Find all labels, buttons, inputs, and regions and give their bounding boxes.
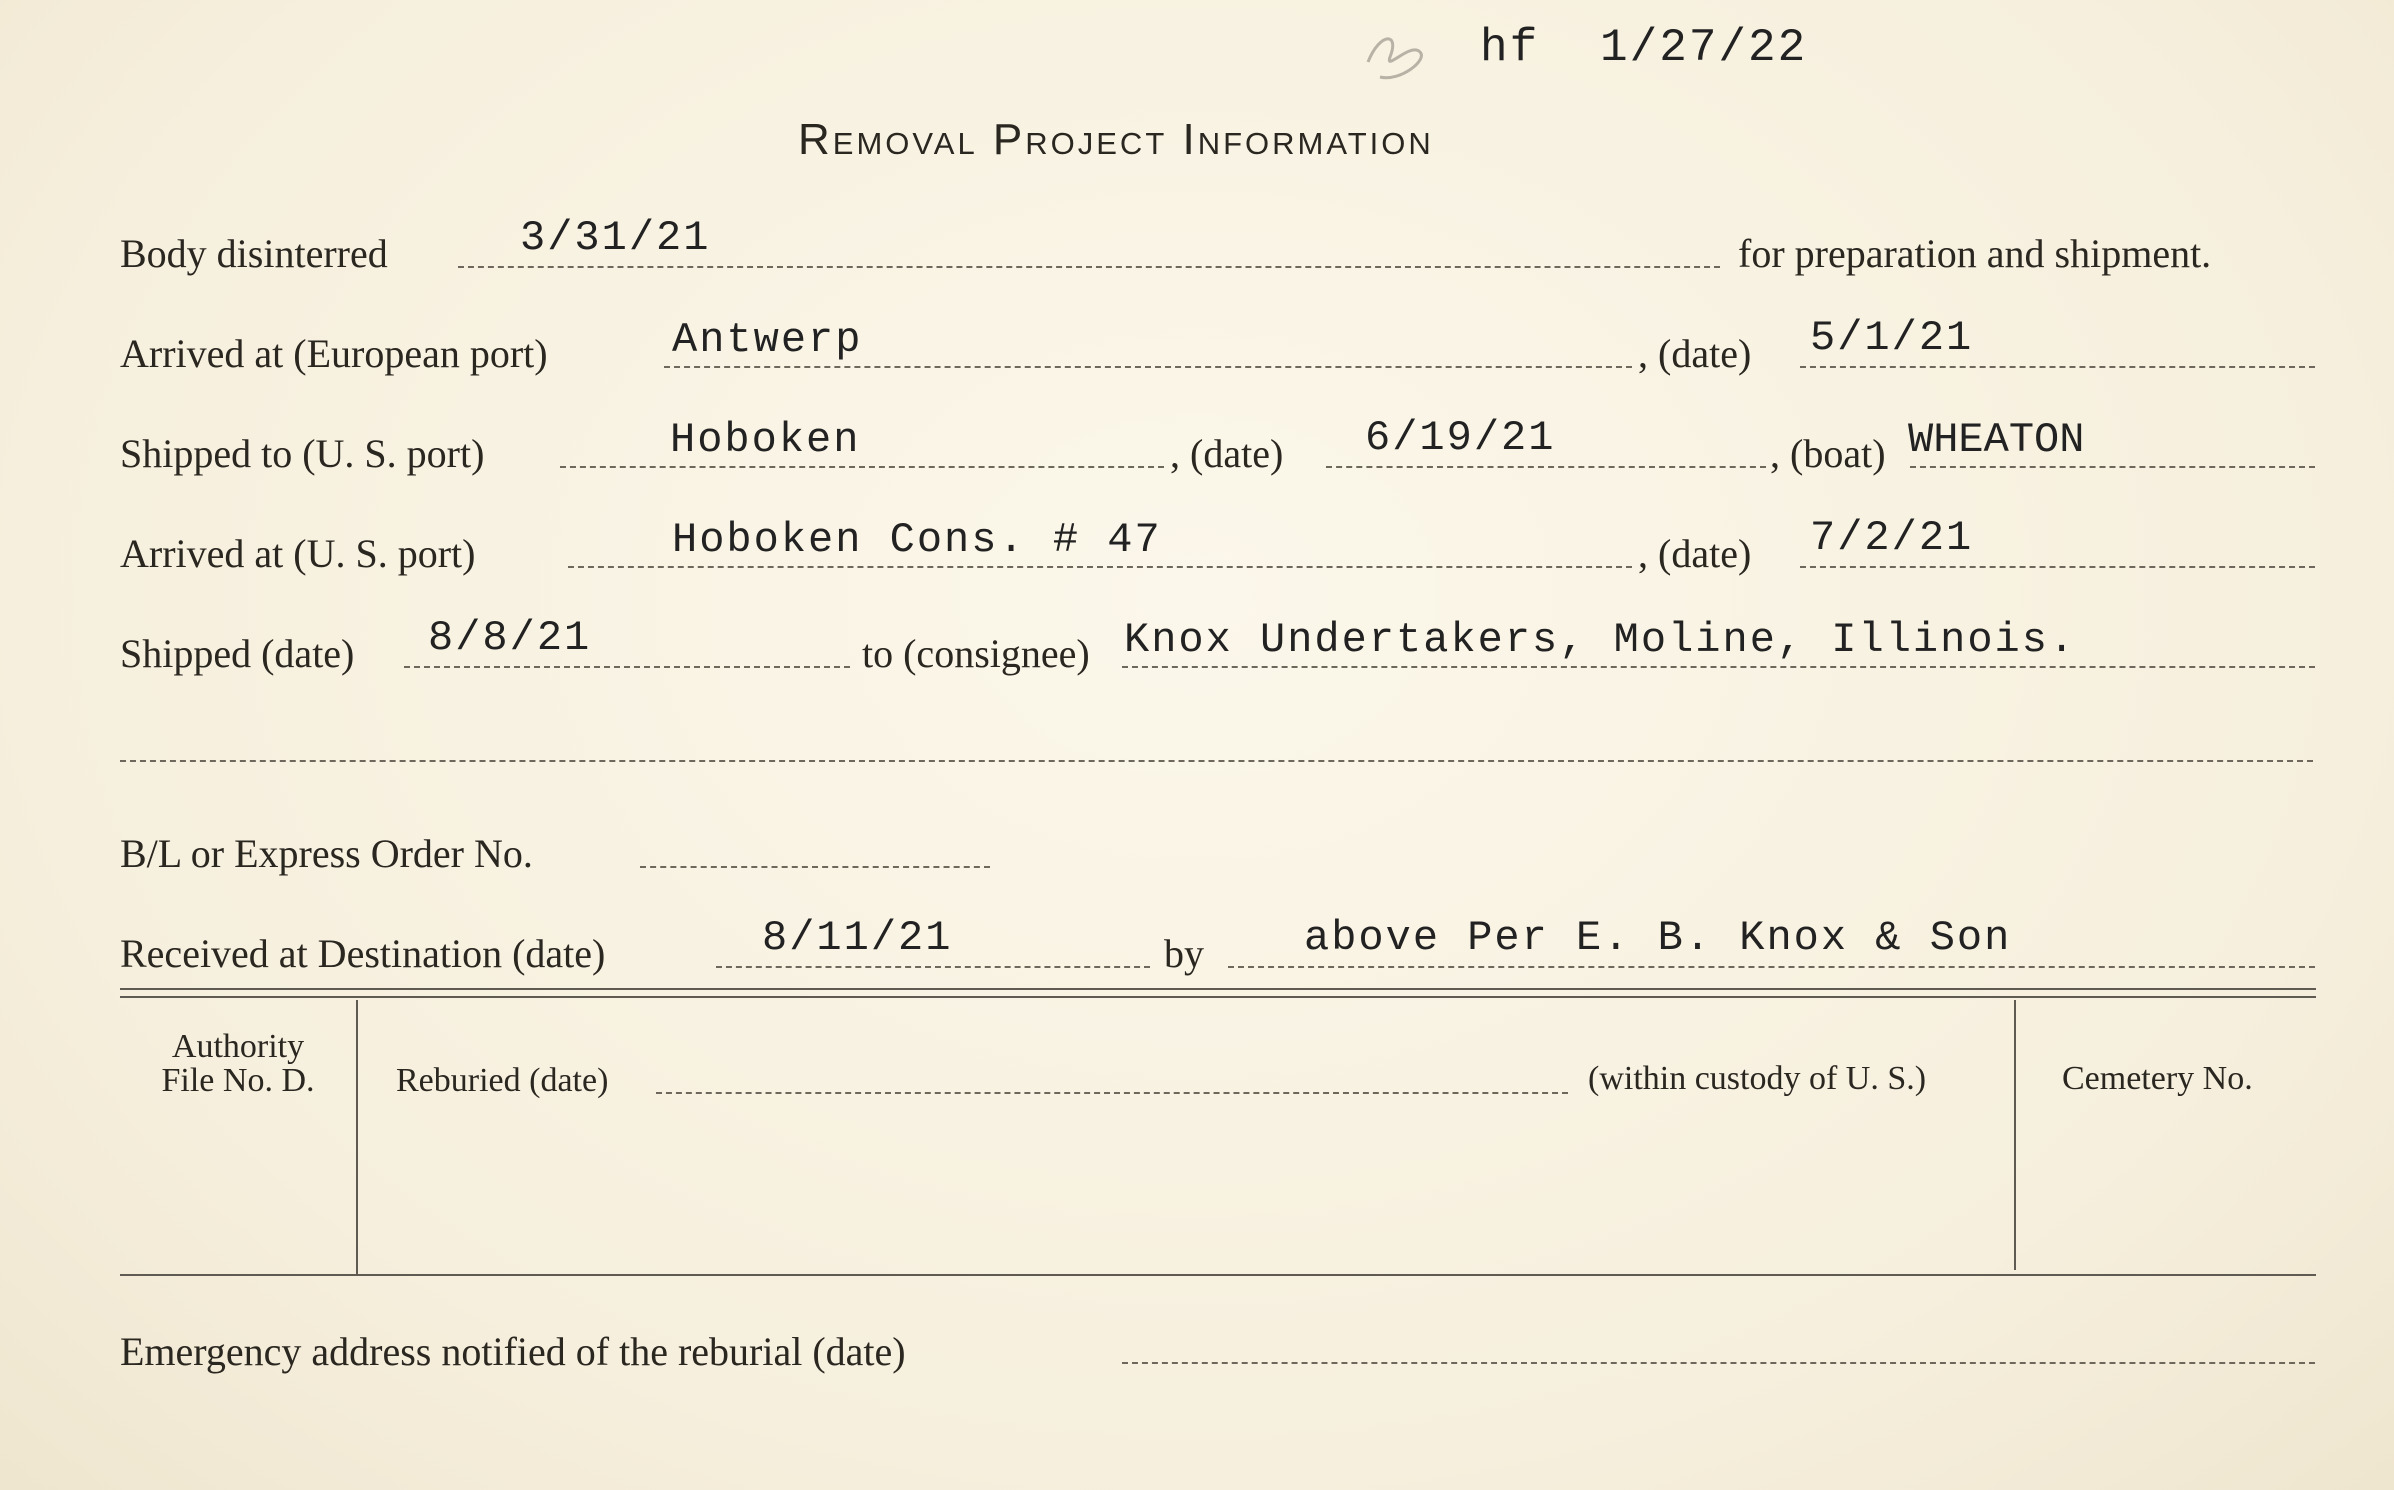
arrived-europe-line [664,366,1632,368]
arrived-us-date-label: , (date) [1638,531,1752,576]
arrived-europe-date-label: , (date) [1638,331,1752,376]
authority-cell [120,1030,356,1098]
page-title: Removal Project Information [798,115,1434,164]
arrived-europe-date-line [1800,366,2315,368]
arrived-europe-port: Antwerp [672,316,863,364]
cemetery-label: Cemetery No. [2062,1060,2253,1097]
initials-mark: hf [1480,22,1540,74]
bl-line [640,866,990,868]
emergency-line [1122,1362,2315,1364]
received-by-label: by [1164,931,1204,976]
arrived-us-label: Arrived at (U. S. port) [120,531,476,576]
emergency-label: Emergency address notified of the reburial (date) [120,1329,906,1374]
shipped-us-boat-line [1910,466,2315,468]
shipped-us-line [560,466,1164,468]
table-top-rule-2 [120,996,2316,998]
received-by-value: above Per E. B. Knox & Son [1304,914,2012,962]
shipped-line [404,666,850,668]
table-top-rule-1 [120,988,2316,990]
shipped-us-boat: WHEATON [1908,416,2085,464]
authority-line2: File No. D. [161,1062,315,1099]
disinterred-label: Body disinterred [120,231,388,276]
received-label: Received at Destination (date) [120,931,606,976]
table-bottom-rule [120,1274,2316,1276]
arrived-us-date-line [1800,566,2315,568]
continuation-line [120,760,2313,762]
shipped-us-boat-label: , (boat) [1770,431,1886,476]
custody-label: (within custody of U. S.) [1588,1060,1927,1097]
shipped-label: Shipped (date) [120,631,355,676]
received-by-line [1228,966,2315,968]
pencil-scribble-icon [1360,22,1440,92]
shipped-us-port: Hoboken [670,416,861,464]
arrived-us-date: 7/2/21 [1810,514,1974,562]
consignee-value: Knox Undertakers, Moline, Illinois. [1124,616,2077,664]
shipped-us-date-label: , (date) [1170,431,1284,476]
bl-label: B/L or Express Order No. [120,831,533,876]
disinterred-line [458,266,1720,268]
disinterred-value: 3/31/21 [520,214,711,262]
reburied-line [656,1092,1568,1094]
authority-line1: Authority [171,1028,305,1065]
shipped-date: 8/8/21 [428,614,592,662]
consignee-line [1122,666,2315,668]
stamp-date: 1/27/22 [1600,22,1808,74]
shipped-us-date: 6/19/21 [1365,414,1556,462]
table-divider-right [2014,1000,2016,1270]
consignee-label: to (consignee) [862,631,1090,676]
received-date: 8/11/21 [762,914,953,962]
arrived-us-port: Hoboken Cons. # 47 [672,516,1162,564]
arrived-us-line [568,566,1632,568]
received-line [716,966,1150,968]
reburied-label: Reburied (date) [396,1062,609,1099]
disinterred-suffix: for preparation and shipment. [1738,231,2212,276]
shipped-us-label: Shipped to (U. S. port) [120,431,485,476]
table-divider-left [356,1000,358,1276]
shipped-us-date-line [1326,466,1766,468]
arrived-europe-date: 5/1/21 [1810,314,1974,362]
arrived-europe-label: Arrived at (European port) [120,331,548,376]
